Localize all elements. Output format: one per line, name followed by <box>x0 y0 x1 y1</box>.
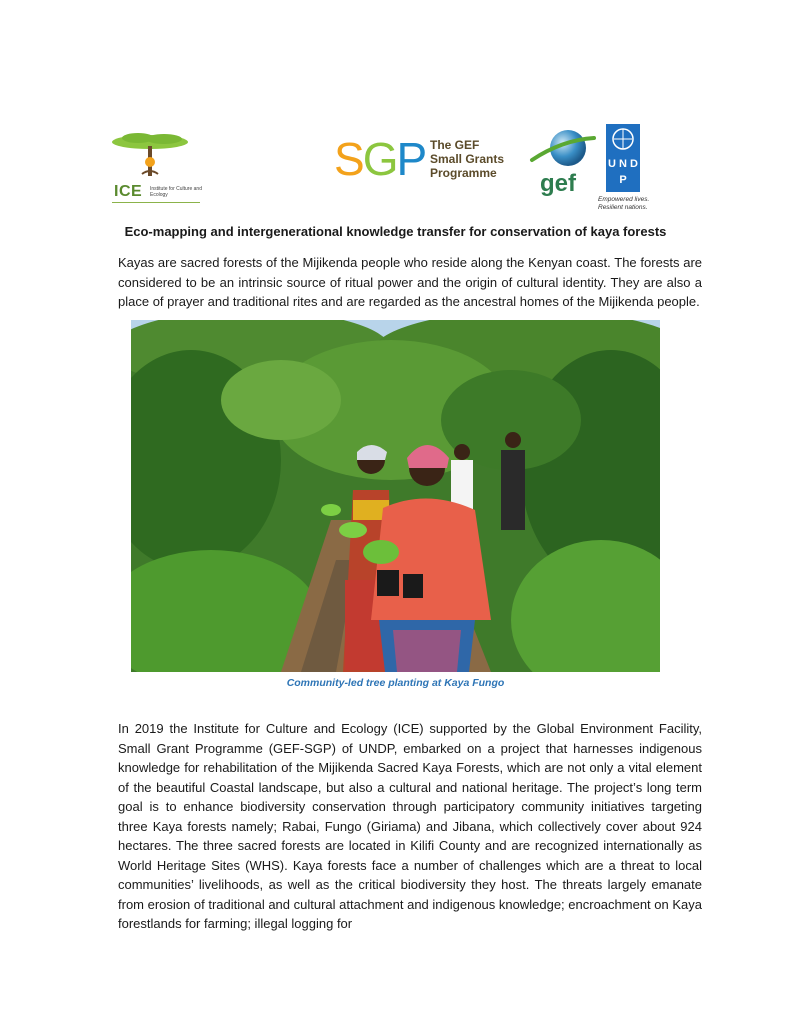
ice-abbr: ICE <box>114 183 143 200</box>
sgp-line-1: The GEF <box>430 138 480 152</box>
sgp-abbr: SGP <box>334 133 426 185</box>
forest-women-image <box>131 320 660 672</box>
acacia-tree-icon <box>108 128 204 188</box>
document-title: Eco-mapping and intergenerational knowledge transfer for conservation of kaya forests <box>124 224 667 239</box>
body-paragraph: In 2019 the Institute for Culture and Ecology (ICE) supported by the Global Environment Facility, Small Grant Programme (GEF-SGP) of UNDP, embarked on a project that harnesses indigenous knowledge for rehabilitation of the Mijikenda Sacred Kaya Forests, which are not only a vital element of the beautiful Coastal landscape, but also a cultural and national heritage. The project’s long term goal is to enhance biodiversity conservation through participatory community initiatives targeting three Kaya forests namely; Rabai, Fungo (Giriama) and Jibana, which collectively cover about 924 hectares. The three sacred forests are located in Kilifi County and are recognized internationally as World Heritage Sites (WHS). Kaya forests face a number of challenges which are a threat to local communities’ livelihoods, as well as the critical biodiversity they host. The threats largely emanate from erosion of traditional and cultural attachment and indigenous knowledge; encroachment on Kaya forestlands for farming; illegal logging for <box>118 721 702 931</box>
un-emblem-icon <box>606 124 640 154</box>
ice-logo <box>108 128 204 206</box>
undp-tagline: Empowered lives. Resilient nations. <box>598 196 650 211</box>
undp-letters: U N D P <box>608 158 638 186</box>
globe-icon <box>528 126 596 176</box>
sgp-line-2: Small Grants <box>430 152 505 166</box>
sgp-programme-name <box>430 138 504 180</box>
sgp-logo <box>334 130 514 190</box>
gef-wordmark: gef <box>540 170 576 197</box>
ice-underline <box>112 202 200 203</box>
undp-blue-box <box>606 124 640 192</box>
undp-logo <box>598 124 656 216</box>
photo-caption: Community-led tree planting at Kaya Fungo <box>286 677 505 689</box>
ice-full-name: Institute for Culture and Ecology <box>150 186 202 198</box>
sgp-line-3: Programme <box>430 166 497 180</box>
tree-planting-photo <box>131 320 660 672</box>
gef-logo <box>528 126 596 206</box>
intro-paragraph: Kayas are sacred forests of the Mijikenda people who reside along the Kenyan coast. The forests are considered to be an intrinsic source of ritual power and the origin of cultural identity. They are also a place of prayer and traditional rites and are regarded as the ancestral homes of the Mijikenda people. <box>118 255 702 309</box>
